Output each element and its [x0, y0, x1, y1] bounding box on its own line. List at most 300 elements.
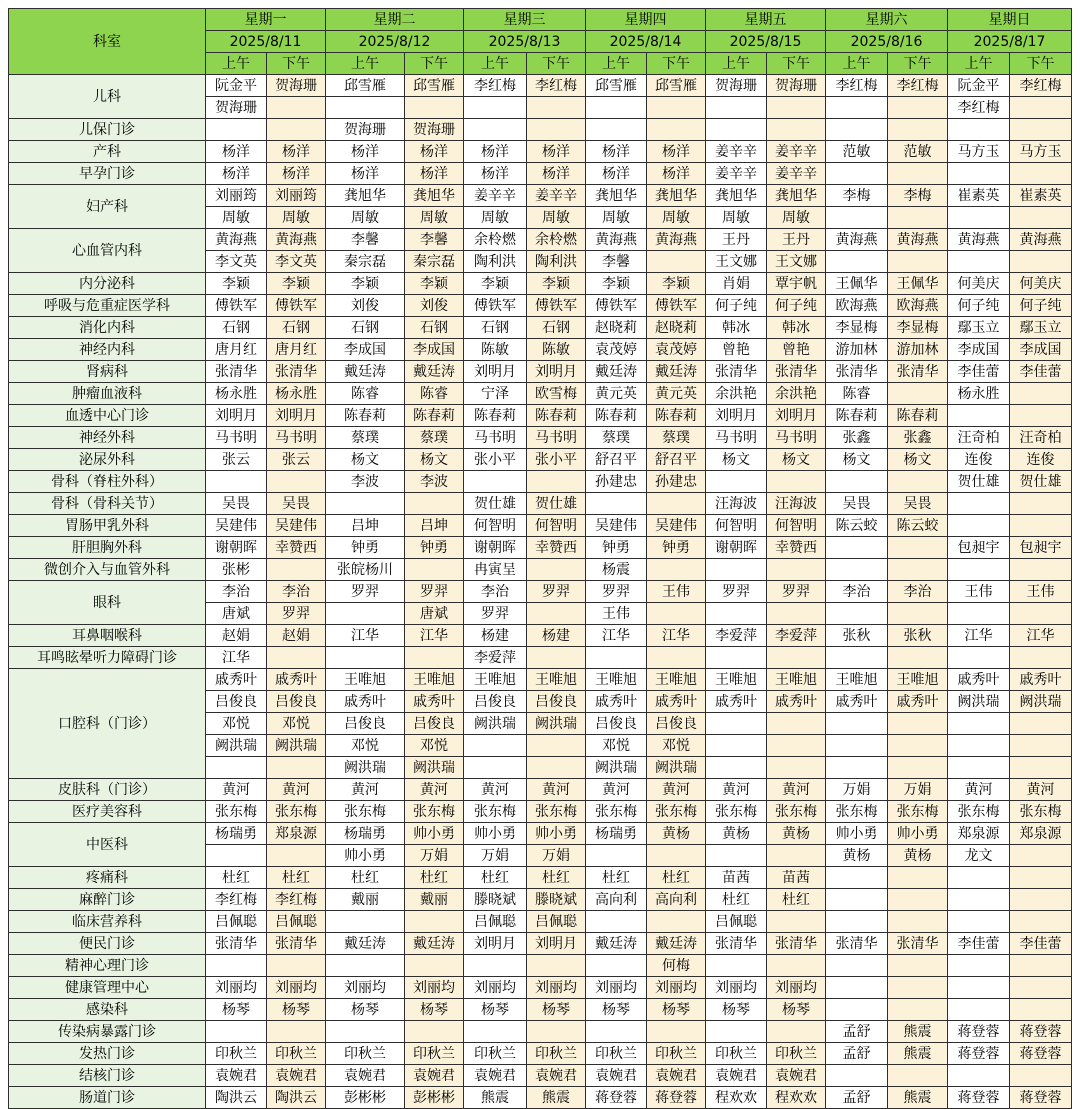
am-doctor-cell: 鄢玉立: [948, 317, 1010, 339]
pm-doctor-cell: 印秋兰: [405, 1043, 464, 1065]
am-doctor-cell: 李治: [826, 581, 888, 603]
pm-doctor-cell: [767, 757, 826, 779]
am-doctor-cell: 袁婉君: [326, 1065, 405, 1087]
pm-doctor-cell: [405, 911, 464, 933]
pm-doctor-cell: 周敏: [405, 207, 464, 229]
pm-doctor-cell: 秦宗磊: [405, 251, 464, 273]
pm-doctor-cell: [267, 1021, 326, 1043]
am-doctor-cell: [326, 97, 405, 119]
am-doctor-cell: 黄河: [948, 779, 1010, 801]
am-doctor-cell: [706, 757, 767, 779]
am-doctor-cell: 吴建伟: [206, 515, 267, 537]
am-doctor-cell: 陈睿: [326, 383, 405, 405]
pm-doctor-cell: 戚秀叶: [767, 691, 826, 713]
pm-doctor-cell: 鄢玉立: [1010, 317, 1072, 339]
am-doctor-cell: [586, 955, 647, 977]
schedule-row: [9, 559, 1072, 581]
am-doctor-cell: 郑泉源: [948, 823, 1010, 845]
am-doctor-cell: 陈春莉: [464, 405, 527, 427]
department-name: 微创介入与血管外科: [9, 559, 206, 581]
am-doctor-cell: [948, 405, 1010, 427]
am-doctor-cell: 张秋: [826, 625, 888, 647]
am-doctor-cell: 马方玉: [948, 141, 1010, 163]
am-doctor-cell: 印秋兰: [206, 1043, 267, 1065]
pm-doctor-cell: [1010, 647, 1072, 669]
am-doctor-cell: 杨琴: [326, 999, 405, 1021]
pm-doctor-cell: [1010, 97, 1072, 119]
pm-doctor-cell: [888, 757, 948, 779]
am-doctor-cell: [948, 493, 1010, 515]
pm-doctor-cell: 袁婉君: [267, 1065, 326, 1087]
am-doctor-cell: 李颖: [464, 273, 527, 295]
am-doctor-cell: 杨建: [464, 625, 527, 647]
department-name: 传染病暴露门诊: [9, 1021, 206, 1043]
pm-doctor-cell: 黄河: [1010, 779, 1072, 801]
pm-doctor-cell: 帅小勇: [888, 823, 948, 845]
weekday-header: 星期四: [586, 9, 706, 31]
am-doctor-cell: 杨文: [326, 449, 405, 471]
pm-doctor-cell: 黄河: [527, 779, 586, 801]
am-doctor-cell: 袁婉君: [464, 1065, 527, 1087]
am-doctor-cell: 杨永胜: [948, 383, 1010, 405]
am-doctor-cell: 贺仕雄: [948, 471, 1010, 493]
pm-doctor-cell: 周敏: [647, 207, 706, 229]
schedule-row: [9, 823, 1072, 845]
pm-doctor-cell: [647, 251, 706, 273]
pm-doctor-cell: 杜红: [267, 867, 326, 889]
am-doctor-cell: 邓悦: [326, 735, 405, 757]
am-doctor-cell: 戚秀叶: [826, 691, 888, 713]
am-doctor-cell: 程欢欢: [706, 1087, 767, 1109]
am-doctor-cell: 杨洋: [206, 163, 267, 185]
pm-doctor-cell: 杨洋: [405, 163, 464, 185]
pm-doctor-cell: 刘明月: [527, 361, 586, 383]
am-doctor-cell: [464, 97, 527, 119]
am-doctor-cell: 罗羿: [464, 603, 527, 625]
pm-doctor-cell: 帅小勇: [405, 823, 464, 845]
schedule-row: [9, 427, 1072, 449]
am-header: 上午: [826, 53, 888, 75]
pm-doctor-cell: 罗羿: [405, 581, 464, 603]
am-doctor-cell: [206, 119, 267, 141]
schedule-row: [9, 383, 1072, 405]
pm-doctor-cell: 熊震: [888, 1043, 948, 1065]
am-doctor-cell: [206, 845, 267, 867]
am-doctor-cell: 何子纯: [706, 295, 767, 317]
pm-doctor-cell: 李颖: [405, 273, 464, 295]
pm-doctor-cell: 张清华: [888, 361, 948, 383]
schedule-row: [9, 405, 1072, 427]
am-doctor-cell: 李治: [206, 581, 267, 603]
am-doctor-cell: 戚秀叶: [586, 691, 647, 713]
pm-doctor-cell: 熊震: [888, 1021, 948, 1043]
pm-doctor-cell: 吕俊良: [647, 713, 706, 735]
pm-doctor-cell: 袁婉君: [767, 1065, 826, 1087]
department-name: 儿科: [9, 75, 206, 119]
pm-doctor-cell: 杜红: [405, 867, 464, 889]
am-doctor-cell: 杨琴: [464, 999, 527, 1021]
am-doctor-cell: 张清华: [826, 933, 888, 955]
pm-doctor-cell: [267, 757, 326, 779]
am-doctor-cell: 阙洪瑞: [586, 757, 647, 779]
department-name: 便民门诊: [9, 933, 206, 955]
department-name: 医疗美容科: [9, 801, 206, 823]
am-doctor-cell: [826, 119, 888, 141]
pm-doctor-cell: 黄河: [767, 779, 826, 801]
pm-doctor-cell: 戴廷涛: [405, 933, 464, 955]
am-doctor-cell: [586, 97, 647, 119]
am-doctor-cell: 杜红: [326, 867, 405, 889]
am-doctor-cell: 蒋登蓉: [948, 1087, 1010, 1109]
pm-doctor-cell: [647, 911, 706, 933]
pm-doctor-cell: [647, 603, 706, 625]
pm-doctor-cell: 曾艳: [767, 339, 826, 361]
pm-doctor-cell: [888, 537, 948, 559]
weekday-header: 星期二: [326, 9, 464, 31]
pm-doctor-cell: 欧海燕: [888, 295, 948, 317]
pm-doctor-cell: 戚秀叶: [1010, 669, 1072, 691]
pm-doctor-cell: [888, 999, 948, 1021]
am-doctor-cell: 汪海波: [706, 493, 767, 515]
am-doctor-cell: 欧海燕: [826, 295, 888, 317]
am-doctor-cell: 刘丽均: [206, 977, 267, 999]
pm-doctor-cell: 贺仕雄: [1010, 471, 1072, 493]
schedule-row: [9, 537, 1072, 559]
am-doctor-cell: 杨文: [706, 449, 767, 471]
am-doctor-cell: [826, 163, 888, 185]
pm-doctor-cell: 张东梅: [527, 801, 586, 823]
pm-doctor-cell: 覃宇帆: [767, 273, 826, 295]
am-doctor-cell: [826, 471, 888, 493]
am-doctor-cell: 崔素英: [948, 185, 1010, 207]
am-doctor-cell: 张清华: [206, 933, 267, 955]
am-doctor-cell: 印秋兰: [706, 1043, 767, 1065]
pm-doctor-cell: 张东梅: [405, 801, 464, 823]
schedule-row: [9, 273, 1072, 295]
department-name: 中医科: [9, 823, 206, 867]
am-doctor-cell: [826, 251, 888, 273]
department-name: 临床营养科: [9, 911, 206, 933]
am-doctor-cell: 蒋登蓉: [586, 1087, 647, 1109]
am-doctor-cell: [706, 97, 767, 119]
pm-doctor-cell: 陈睿: [405, 383, 464, 405]
pm-doctor-cell: 蔡璞: [647, 427, 706, 449]
pm-doctor-cell: 贺海珊: [405, 119, 464, 141]
schedule-row: [9, 669, 1072, 691]
am-doctor-cell: 杜红: [586, 867, 647, 889]
am-doctor-cell: 张彬: [206, 559, 267, 581]
pm-doctor-cell: 包昶宇: [1010, 537, 1072, 559]
am-doctor-cell: 袁婉君: [206, 1065, 267, 1087]
am-doctor-cell: 秦宗磊: [326, 251, 405, 273]
pm-doctor-cell: [1010, 713, 1072, 735]
pm-doctor-cell: 戴廷涛: [647, 361, 706, 383]
pm-doctor-cell: 李文英: [267, 251, 326, 273]
pm-doctor-cell: 连俊: [1010, 449, 1072, 471]
pm-doctor-cell: 戴廷涛: [405, 361, 464, 383]
pm-doctor-cell: [1010, 515, 1072, 537]
pm-doctor-cell: 李显梅: [888, 317, 948, 339]
am-doctor-cell: 汪奇柏: [948, 427, 1010, 449]
pm-doctor-cell: 陈春莉: [405, 405, 464, 427]
pm-doctor-cell: [1010, 867, 1072, 889]
pm-doctor-cell: 蒋登蓉: [1010, 1087, 1072, 1109]
pm-doctor-cell: 刘丽均: [405, 977, 464, 999]
am-doctor-cell: 李佳蕾: [948, 933, 1010, 955]
pm-header: 下午: [1010, 53, 1072, 75]
date-header: 2025/8/17: [948, 31, 1072, 53]
am-doctor-cell: 刘明月: [464, 361, 527, 383]
am-doctor-cell: 蒋登蓉: [948, 1043, 1010, 1065]
schedule-row: [9, 999, 1072, 1021]
am-doctor-cell: 杨洋: [464, 163, 527, 185]
am-doctor-cell: 吕俊良: [206, 691, 267, 713]
pm-header: 下午: [405, 53, 464, 75]
am-doctor-cell: 何智明: [706, 515, 767, 537]
pm-doctor-cell: [767, 911, 826, 933]
pm-doctor-cell: 何智明: [527, 515, 586, 537]
pm-doctor-cell: 张清华: [767, 933, 826, 955]
am-doctor-cell: [948, 603, 1010, 625]
schedule-row: [9, 317, 1072, 339]
pm-doctor-cell: 赵晓莉: [647, 317, 706, 339]
am-doctor-cell: 黄海燕: [206, 229, 267, 251]
am-doctor-cell: 王唯旭: [326, 669, 405, 691]
pm-doctor-cell: 傅铁军: [527, 295, 586, 317]
date-header: 2025/8/15: [706, 31, 826, 53]
am-doctor-cell: 连俊: [948, 449, 1010, 471]
am-doctor-cell: [464, 757, 527, 779]
pm-doctor-cell: [888, 207, 948, 229]
am-doctor-cell: 帅小勇: [826, 823, 888, 845]
am-doctor-cell: 刘丽均: [464, 977, 527, 999]
am-doctor-cell: 李红梅: [948, 97, 1010, 119]
am-doctor-cell: 王丹: [706, 229, 767, 251]
pm-doctor-cell: [527, 955, 586, 977]
am-doctor-cell: 印秋兰: [326, 1043, 405, 1065]
am-doctor-cell: [586, 1021, 647, 1043]
pm-doctor-cell: 张云: [267, 449, 326, 471]
am-doctor-cell: 罗羿: [706, 581, 767, 603]
am-doctor-cell: [826, 537, 888, 559]
pm-doctor-cell: [767, 955, 826, 977]
am-doctor-cell: [326, 603, 405, 625]
am-doctor-cell: 阙洪瑞: [464, 713, 527, 735]
pm-doctor-cell: 黄海燕: [1010, 229, 1072, 251]
am-doctor-cell: 何美庆: [948, 273, 1010, 295]
schedule-row: [9, 867, 1072, 889]
pm-doctor-cell: 贺海珊: [767, 75, 826, 97]
pm-doctor-cell: 王唯旭: [405, 669, 464, 691]
am-doctor-cell: 傅铁军: [464, 295, 527, 317]
pm-doctor-cell: [1010, 559, 1072, 581]
pm-doctor-cell: 汪海波: [767, 493, 826, 515]
pm-doctor-cell: 吕佩聪: [267, 911, 326, 933]
date-header: 2025/8/11: [206, 31, 326, 53]
am-doctor-cell: 帅小勇: [464, 823, 527, 845]
department-name: 肿瘤血液科: [9, 383, 206, 405]
pm-doctor-cell: 孙建忠: [647, 471, 706, 493]
am-doctor-cell: 吕佩聪: [206, 911, 267, 933]
am-doctor-cell: [948, 559, 1010, 581]
schedule-row: [9, 163, 1072, 185]
pm-doctor-cell: 傅铁军: [267, 295, 326, 317]
pm-doctor-cell: 罗羿: [767, 581, 826, 603]
am-doctor-cell: 李文英: [206, 251, 267, 273]
pm-doctor-cell: [267, 119, 326, 141]
pm-doctor-cell: [267, 647, 326, 669]
pm-doctor-cell: 杜红: [767, 889, 826, 911]
am-doctor-cell: 傅铁军: [206, 295, 267, 317]
pm-doctor-cell: 刘明月: [267, 405, 326, 427]
am-doctor-cell: 罗羿: [326, 581, 405, 603]
am-doctor-cell: [948, 867, 1010, 889]
schedule-row: [9, 185, 1072, 207]
pm-doctor-cell: 李治: [267, 581, 326, 603]
am-doctor-cell: 李爱萍: [464, 647, 527, 669]
am-doctor-cell: 邱雪雁: [586, 75, 647, 97]
am-doctor-cell: 吕俊良: [326, 713, 405, 735]
pm-doctor-cell: [647, 559, 706, 581]
pm-doctor-cell: [888, 383, 948, 405]
am-doctor-cell: 刘丽均: [706, 977, 767, 999]
pm-doctor-cell: 钟勇: [405, 537, 464, 559]
pm-doctor-cell: 杨洋: [405, 141, 464, 163]
pm-doctor-cell: [405, 97, 464, 119]
department-name: 肾病科: [9, 361, 206, 383]
pm-doctor-cell: 刘丽均: [267, 977, 326, 999]
department-name: 神经内科: [9, 339, 206, 361]
pm-doctor-cell: 姜辛辛: [767, 163, 826, 185]
am-doctor-cell: 阮金平: [206, 75, 267, 97]
schedule-body: [9, 9, 1072, 1109]
pm-doctor-cell: 杨琴: [527, 999, 586, 1021]
pm-doctor-cell: 张鑫: [888, 427, 948, 449]
am-doctor-cell: 周敏: [206, 207, 267, 229]
am-doctor-cell: 张东梅: [586, 801, 647, 823]
pm-doctor-cell: 李治: [888, 581, 948, 603]
pm-doctor-cell: [767, 559, 826, 581]
date-header: 2025/8/13: [464, 31, 586, 53]
am-doctor-cell: 李红梅: [464, 75, 527, 97]
pm-doctor-cell: 欧雪梅: [527, 383, 586, 405]
am-doctor-cell: 李馨: [586, 251, 647, 273]
pm-doctor-cell: 韩冰: [767, 317, 826, 339]
am-doctor-cell: 黄河: [206, 779, 267, 801]
pm-doctor-cell: [1010, 911, 1072, 933]
am-doctor-cell: 阮金平: [948, 75, 1010, 97]
am-doctor-cell: 刘丽筠: [206, 185, 267, 207]
department-name: 健康管理中心: [9, 977, 206, 999]
pm-header: 下午: [647, 53, 706, 75]
schedule-row: [9, 471, 1072, 493]
am-doctor-cell: 孟舒: [826, 1043, 888, 1065]
pm-doctor-cell: [1010, 163, 1072, 185]
am-doctor-cell: 王佩华: [826, 273, 888, 295]
schedule-row: [9, 1087, 1072, 1109]
pm-doctor-cell: 李爱萍: [767, 625, 826, 647]
am-doctor-cell: [706, 845, 767, 867]
pm-doctor-cell: 程欢欢: [767, 1087, 826, 1109]
pm-doctor-cell: 黄杨: [767, 823, 826, 845]
pm-doctor-cell: 幸赞西: [267, 537, 326, 559]
am-doctor-cell: 舒召平: [586, 449, 647, 471]
schedule-row: [9, 801, 1072, 823]
am-doctor-cell: 刘明月: [206, 405, 267, 427]
am-doctor-cell: 刘明月: [464, 933, 527, 955]
am-doctor-cell: 张东梅: [826, 801, 888, 823]
am-doctor-cell: 刘丽均: [586, 977, 647, 999]
pm-doctor-cell: [267, 559, 326, 581]
am-doctor-cell: 李颖: [586, 273, 647, 295]
am-doctor-cell: [586, 911, 647, 933]
pm-doctor-cell: [647, 493, 706, 515]
pm-doctor-cell: 黄海燕: [267, 229, 326, 251]
pm-doctor-cell: 吕俊良: [267, 691, 326, 713]
am-doctor-cell: [948, 999, 1010, 1021]
am-doctor-cell: [206, 955, 267, 977]
pm-doctor-cell: 杨永胜: [267, 383, 326, 405]
am-doctor-cell: 余洪艳: [706, 383, 767, 405]
pm-doctor-cell: 吴畏: [888, 493, 948, 515]
am-header: 上午: [464, 53, 527, 75]
department-name: 耳鼻咽喉科: [9, 625, 206, 647]
schedule-row: [9, 119, 1072, 141]
am-doctor-cell: 陈春莉: [586, 405, 647, 427]
pm-doctor-cell: 江华: [647, 625, 706, 647]
pm-doctor-cell: [527, 757, 586, 779]
pm-doctor-cell: 黄杨: [888, 845, 948, 867]
am-doctor-cell: 蔡璞: [586, 427, 647, 449]
am-doctor-cell: 杨洋: [326, 141, 405, 163]
pm-doctor-cell: 张清华: [888, 933, 948, 955]
am-doctor-cell: [826, 603, 888, 625]
am-doctor-cell: [948, 757, 1010, 779]
am-doctor-cell: 张东梅: [948, 801, 1010, 823]
pm-doctor-cell: 杨建: [527, 625, 586, 647]
am-doctor-cell: 黄元英: [586, 383, 647, 405]
am-doctor-cell: 蒋登蓉: [948, 1021, 1010, 1043]
am-doctor-cell: 陈敏: [464, 339, 527, 361]
am-doctor-cell: 王唯旭: [464, 669, 527, 691]
pm-doctor-cell: 黄河: [647, 779, 706, 801]
am-doctor-cell: [948, 713, 1010, 735]
department-name: 血透中心门诊: [9, 405, 206, 427]
department-name: 皮肤科（门诊）: [9, 779, 206, 801]
am-doctor-cell: 陈睿: [826, 383, 888, 405]
pm-doctor-cell: [888, 735, 948, 757]
am-doctor-cell: 张清华: [206, 361, 267, 383]
am-doctor-cell: [948, 977, 1010, 999]
am-doctor-cell: 刘俊: [326, 295, 405, 317]
am-doctor-cell: 姜辛辛: [706, 141, 767, 163]
am-doctor-cell: [826, 647, 888, 669]
am-doctor-cell: [706, 471, 767, 493]
department-name: 妇产科: [9, 185, 206, 229]
am-doctor-cell: 阙洪瑞: [948, 691, 1010, 713]
pm-doctor-cell: [527, 119, 586, 141]
pm-doctor-cell: 马书明: [527, 427, 586, 449]
am-doctor-cell: 戚秀叶: [206, 669, 267, 691]
pm-doctor-cell: 吕俊良: [405, 713, 464, 735]
pm-doctor-cell: 王伟: [1010, 581, 1072, 603]
am-doctor-cell: 马书明: [706, 427, 767, 449]
pm-doctor-cell: [1010, 405, 1072, 427]
pm-header: 下午: [527, 53, 586, 75]
pm-doctor-cell: 帅小勇: [527, 823, 586, 845]
pm-doctor-cell: [1010, 119, 1072, 141]
pm-doctor-cell: [405, 559, 464, 581]
